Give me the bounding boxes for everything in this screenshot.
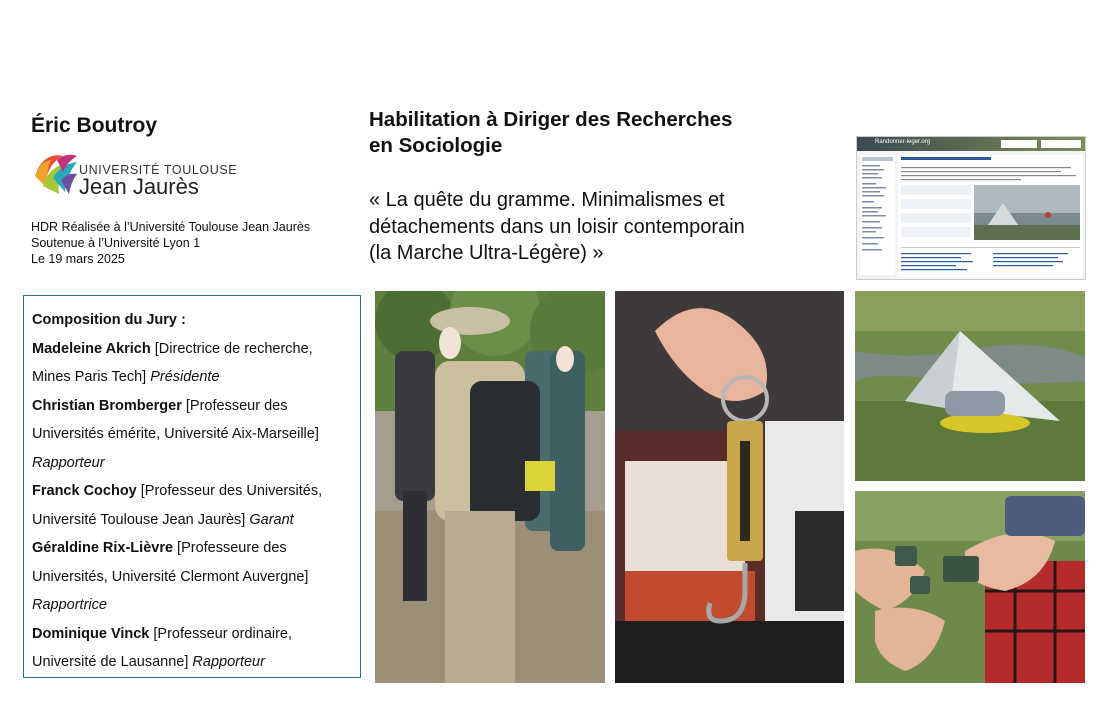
thesis-subtitle-line: « La quête du gramme. Minimalismes et [369, 189, 725, 211]
jury-heading: Composition du Jury : [32, 312, 186, 328]
thesis-subtitle-line: détachements dans un loisir contemporain [369, 215, 745, 238]
logo-text-university: UNIVERSITÉ TOULOUSE [79, 163, 238, 177]
photo-tarp-tent [855, 291, 1085, 481]
jury-member-name: Franck Cochoy [32, 483, 137, 499]
jury-member [32, 392, 352, 478]
website-header [857, 137, 1085, 151]
jury-member [32, 534, 352, 620]
thesis-title [369, 107, 732, 159]
jury-member-desc: [Professeure des Universités, Université Clermont Auvergne] [32, 540, 309, 585]
logo-text-name: Jean Jaurès [79, 174, 199, 199]
hdr-info-line: HDR Réalisée à l’Université Toulouse Jean Jaurès [31, 220, 311, 234]
thesis-subtitle [369, 187, 839, 267]
website-sidebar-lines [860, 155, 895, 275]
author-name: Éric Boutroy [31, 114, 158, 137]
university-logo-icon [33, 150, 79, 198]
jury-member-name: Madeleine Akrich [32, 340, 151, 357]
photo-pocket-balance [615, 291, 844, 683]
hdr-info-line: Soutenue à l’Université Lyon 1 [31, 236, 201, 250]
jury-member-name: Christian Bromberger [32, 397, 182, 414]
jury-member-name: Géraldine Rix-Lièvre [32, 540, 174, 556]
hdr-info-line: Le 19 mars 2025 [31, 252, 125, 266]
jury-member-role: Garant [249, 511, 294, 528]
website-sidebar [860, 155, 895, 275]
jury-member-desc: [Professeur ordinaire, Université de Lausanne] [32, 625, 293, 670]
jury-member [32, 620, 352, 677]
jury-member-role: Rapporteur [192, 654, 265, 670]
website-logo: Randonner-leger.org [875, 139, 931, 145]
jury-member-desc: [Directrice de recherche, Mines Paris Tech] [32, 340, 313, 385]
photo-hikers [375, 291, 605, 683]
thesis-title-line: en Sociologie [369, 134, 503, 157]
thesis-subtitle-line: (la Marche Ultra-Légère) » [369, 242, 604, 264]
university-logo [33, 150, 238, 202]
website-search [1041, 140, 1081, 148]
jury-member [32, 335, 352, 392]
jury-box [23, 295, 361, 678]
jury-member-name: Dominique Vinck [32, 625, 150, 642]
jury-member-role: Présidente [150, 369, 220, 385]
website-main [898, 155, 1083, 277]
hdr-info [31, 219, 310, 267]
website-screenshot [856, 136, 1086, 280]
thesis-title-line: Habilitation à Diriger des Recherches [369, 108, 733, 131]
jury-member-desc: [Professeur des Universités émérite, Université Aix-Marseille] [32, 397, 319, 442]
jury-member-role: Rapportrice [32, 597, 107, 613]
jury-member-desc: [Professeur des Universités, Université Toulouse Jean Jaurès] [32, 483, 323, 528]
photo-hands-soap [855, 491, 1085, 683]
jury-member-role: Rapporteur [32, 454, 105, 471]
website-input [1001, 140, 1037, 148]
website-content [898, 155, 1083, 277]
jury-member [32, 477, 352, 534]
